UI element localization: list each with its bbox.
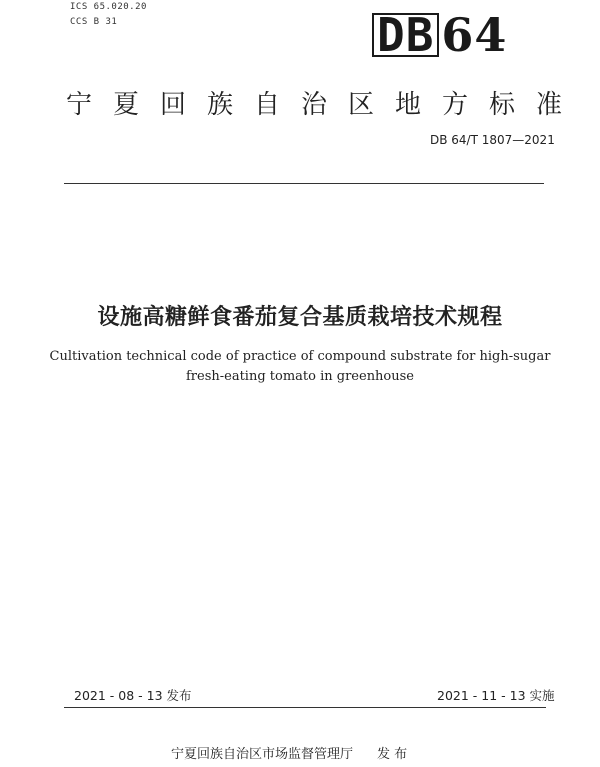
bottom-divider bbox=[64, 707, 546, 708]
document-title-en-line1: Cultivation technical code of practice of compound substrate for high-sugar bbox=[49, 349, 551, 364]
publisher-name: 宁夏回族自治区市场监督管理厅 bbox=[171, 747, 354, 762]
implementation-date: 2021 - 11 - 13 实施 bbox=[437, 688, 555, 703]
standard-code: DB 64/T 1807—2021 bbox=[430, 133, 555, 147]
top-divider bbox=[64, 183, 544, 184]
standard-logo bbox=[372, 8, 508, 62]
logo-number: 64 bbox=[441, 8, 508, 62]
document-title-en bbox=[0, 347, 600, 387]
ccs-code: CCS B 31 bbox=[70, 17, 118, 27]
document-title-en-line2: fresh-eating tomato in greenhouse bbox=[185, 369, 414, 384]
standard-category-title: 宁夏回族自治区地方标准 bbox=[66, 90, 584, 120]
publisher-action: 发 布 bbox=[377, 747, 408, 762]
publisher-line bbox=[171, 743, 407, 762]
document-title-zh: 设施高糖鲜食番茄复合基质栽培技术规程 bbox=[97, 305, 503, 330]
logo-prefix: DB bbox=[372, 13, 439, 57]
ics-code: ICS 65.020.20 bbox=[70, 2, 147, 12]
issue-date: 2021 - 08 - 13 发布 bbox=[74, 688, 192, 703]
